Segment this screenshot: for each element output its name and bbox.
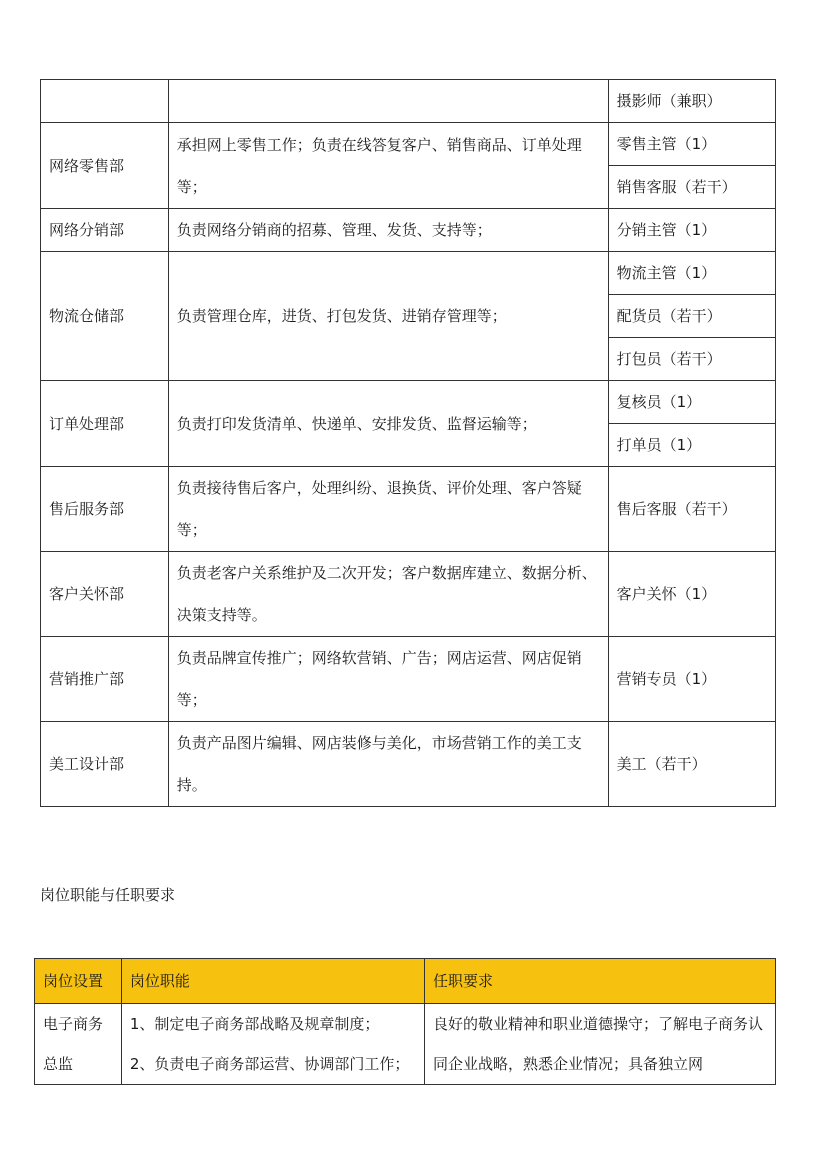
duty-item: 2、负责电子商务部运营、协调部门工作； <box>129 1055 410 1073</box>
position-cell: 分销主管（1） <box>608 209 775 252</box>
table-row <box>35 1004 776 1085</box>
department-name: 客户关怀部 <box>41 552 169 637</box>
department-table <box>40 79 776 807</box>
position-cell: 客户关怀（1） <box>608 552 775 637</box>
table-row <box>41 381 776 424</box>
position-cell: 复核员（1） <box>608 381 775 424</box>
position-cell: 摄影师（兼职） <box>608 80 775 123</box>
table-row <box>41 722 776 807</box>
position-title: 电子商务总监 <box>35 1004 122 1085</box>
department-name <box>41 80 169 123</box>
position-duties <box>121 1004 424 1085</box>
position-cell: 零售主管（1） <box>608 123 775 166</box>
department-description: 负责产品图片编辑、网店装修与美化，市场营销工作的美工支持。 <box>168 722 608 807</box>
header-requirements: 任职要求 <box>424 959 775 1004</box>
position-cell: 物流主管（1） <box>608 252 775 295</box>
department-name: 网络零售部 <box>41 123 169 209</box>
position-cell: 配货员（若干） <box>608 295 775 338</box>
table-row <box>41 637 776 722</box>
table-header-row <box>35 959 776 1004</box>
position-cell: 打单员（1） <box>608 424 775 467</box>
department-description <box>168 80 608 123</box>
duty-item: 1、制定电子商务部战略及规章制度； <box>129 1015 380 1033</box>
table-row <box>41 209 776 252</box>
position-cell: 销售客服（若干） <box>608 166 775 209</box>
position-requirements: 良好的敬业精神和职业道德操守；了解电子商务认同企业战略，熟悉企业情况；具备独立网 <box>424 1004 775 1085</box>
department-description: 负责打印发货清单、快递单、安排发货、监督运输等； <box>168 381 608 467</box>
department-description: 承担网上零售工作；负责在线答复客户、销售商品、订单处理等； <box>168 123 608 209</box>
department-name: 物流仓储部 <box>41 252 169 381</box>
department-description: 负责老客户关系维护及二次开发；客户数据库建立、数据分析、决策支持等。 <box>168 552 608 637</box>
table-row <box>41 252 776 295</box>
department-description: 负责接待售后客户，处理纠纷、退换货、评价处理、客户答疑等； <box>168 467 608 552</box>
position-cell: 营销专员（1） <box>608 637 775 722</box>
department-name: 售后服务部 <box>41 467 169 552</box>
table-row <box>41 552 776 637</box>
table-row <box>41 467 776 552</box>
position-cell: 美工（若干） <box>608 722 775 807</box>
table-row <box>41 123 776 166</box>
position-cell: 打包员（若干） <box>608 338 775 381</box>
department-description: 负责品牌宣传推广；网络软营销、广告；网店运营、网店促销等； <box>168 637 608 722</box>
header-duties: 岗位职能 <box>121 959 424 1004</box>
department-name: 网络分销部 <box>41 209 169 252</box>
table-row <box>41 80 776 123</box>
position-table <box>34 958 776 1085</box>
department-name: 订单处理部 <box>41 381 169 467</box>
position-cell: 售后客服（若干） <box>608 467 775 552</box>
department-name: 营销推广部 <box>41 637 169 722</box>
department-name: 美工设计部 <box>41 722 169 807</box>
department-description: 负责管理仓库，进货、打包发货、进销存管理等； <box>168 252 608 381</box>
header-position: 岗位设置 <box>35 959 122 1004</box>
section-heading: 岗位职能与任职要求 <box>40 886 176 904</box>
department-description: 负责网络分销商的招募、管理、发货、支持等； <box>168 209 608 252</box>
